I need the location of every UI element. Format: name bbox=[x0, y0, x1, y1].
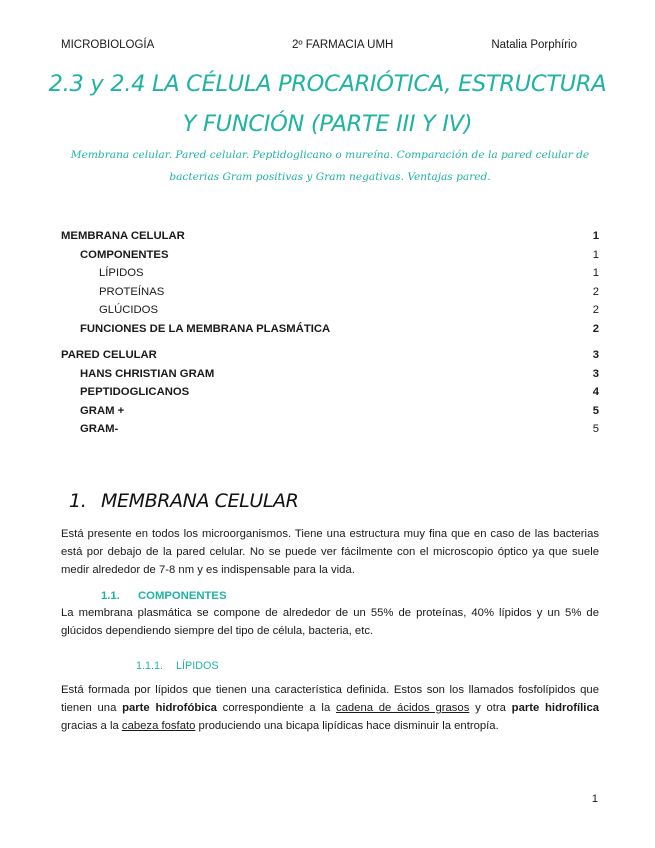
toc-entry-funciones[interactable] bbox=[61, 320, 599, 339]
lipidos-underline-acidos-grasos: cadena de ácidos grasos bbox=[335, 702, 470, 714]
table-of-contents bbox=[61, 227, 599, 439]
toc-label: GRAM- bbox=[80, 423, 119, 435]
document-title bbox=[40, 64, 615, 144]
toc-label: LÍPIDOS bbox=[99, 267, 144, 279]
lipidos-text-c: y otra bbox=[469, 702, 512, 714]
lipidos-bold-hidrofobica: parte hidrofóbica bbox=[122, 702, 217, 714]
toc-entry-pared-celular[interactable] bbox=[61, 346, 599, 365]
toc-entry-componentes[interactable] bbox=[61, 246, 599, 265]
subsubsection-number: 1.1.1. bbox=[136, 660, 164, 672]
toc-label: PEPTIDOGLICANOS bbox=[80, 386, 190, 398]
title-line-2: Y FUNCIÓN (PARTE III Y IV) bbox=[182, 111, 473, 137]
toc-page: 3 bbox=[592, 367, 599, 380]
toc-label: FUNCIONES DE LA MEMBRANA PLASMÁTICA bbox=[80, 322, 331, 335]
toc-entry-hans-christian-gram[interactable] bbox=[61, 365, 599, 384]
page-number: 1 bbox=[591, 793, 598, 805]
toc-page: 2 bbox=[592, 285, 599, 298]
toc-label: COMPONENTES bbox=[80, 248, 169, 261]
lipidos-text-a: Está formada por lípidos que tienen una característica definida. Estos son los llamados fosfolípidos que tienen una bbox=[61, 684, 599, 714]
title-line-1: 2.3 y 2.4 LA CÉLULA PROCARIÓTICA, ESTRUCTURA bbox=[48, 71, 607, 97]
toc-page: 1 bbox=[592, 267, 599, 279]
toc-entry-membrana-celular[interactable] bbox=[61, 227, 599, 246]
lipidos-bold-hidrofilica: parte hidrofílica bbox=[511, 702, 600, 714]
toc-label: PROTEÍNAS bbox=[99, 285, 165, 298]
document-subtitle bbox=[60, 144, 600, 188]
lipidos-text-e: produciendo una bicapa lipídicas hace disminuir la entropía. bbox=[195, 720, 499, 732]
toc-entry-lipidos[interactable] bbox=[61, 264, 599, 283]
paragraph-componentes: La membrana plasmática se compone de alrededor de un 55% de proteínas, 40% lípidos y un 5% de glúcidos dependiendo siempre del tipo de célula, bacteria, etc. bbox=[61, 607, 599, 637]
lipidos-underline-cabeza-fosfato: cabeza fosfato bbox=[121, 720, 196, 732]
toc-page: 1 bbox=[592, 248, 599, 261]
subtitle-line-1: Membrana celular. Pared celular. Peptidoglicano o mureína. Comparación de la pared celular de bbox=[70, 149, 590, 161]
toc-page: 2 bbox=[592, 304, 599, 316]
subtitle-line-2: bacterias Gram positivas y Gram negativas. Ventajas pared. bbox=[169, 171, 491, 183]
lipidos-text-b: correspondiente a la bbox=[216, 702, 336, 714]
toc-label: PARED CELULAR bbox=[61, 349, 157, 361]
toc-entry-peptidoglicanos[interactable] bbox=[61, 383, 599, 402]
toc-label: GLÚCIDOS bbox=[99, 304, 159, 316]
section-heading-membrana-celular bbox=[69, 490, 298, 512]
subsection-title: COMPONENTES bbox=[138, 590, 227, 602]
header-author: Natalia Porphírio bbox=[491, 39, 577, 51]
toc-entry-proteinas[interactable] bbox=[61, 283, 599, 302]
page-header bbox=[61, 39, 599, 55]
paragraph-membrana-intro: Está presente en todos los microorganismos. Tiene una estructura muy fina que en caso de las bacterias está por debajo de la pared celular. No se puede ver fácilmente con el microscopio óptico ya que suele medir alrededor de 7-8 nm y es indispensable para la vida. bbox=[61, 528, 599, 576]
header-course: MICROBIOLOGÍA bbox=[61, 39, 155, 51]
toc-page: 5 bbox=[592, 423, 599, 435]
lipidos-text-d: gracias a la bbox=[61, 720, 122, 732]
toc-page: 2 bbox=[592, 322, 599, 335]
section-number: 1. bbox=[69, 490, 87, 512]
toc-label: GRAM + bbox=[80, 404, 125, 417]
subsection-heading-componentes bbox=[101, 590, 227, 602]
subsection-number: 1.1. bbox=[101, 590, 120, 602]
toc-entry-glucidos[interactable] bbox=[61, 301, 599, 320]
subsubsection-title: LÍPIDOS bbox=[176, 660, 219, 672]
section-title: MEMBRANA CELULAR bbox=[101, 490, 299, 512]
toc-page: 1 bbox=[592, 230, 599, 242]
toc-entry-gram-minus[interactable] bbox=[61, 420, 599, 439]
toc-page: 5 bbox=[592, 404, 599, 417]
header-degree: 2º FARMACIA UMH bbox=[292, 39, 394, 51]
subsubsection-heading-lipidos bbox=[136, 660, 219, 672]
toc-page: 4 bbox=[592, 386, 599, 398]
toc-entry-gram-plus[interactable] bbox=[61, 402, 599, 421]
toc-label: MEMBRANA CELULAR bbox=[61, 230, 185, 242]
toc-label: HANS CHRISTIAN GRAM bbox=[80, 367, 215, 380]
toc-page: 3 bbox=[592, 349, 599, 361]
paragraph-lipidos bbox=[61, 681, 599, 735]
